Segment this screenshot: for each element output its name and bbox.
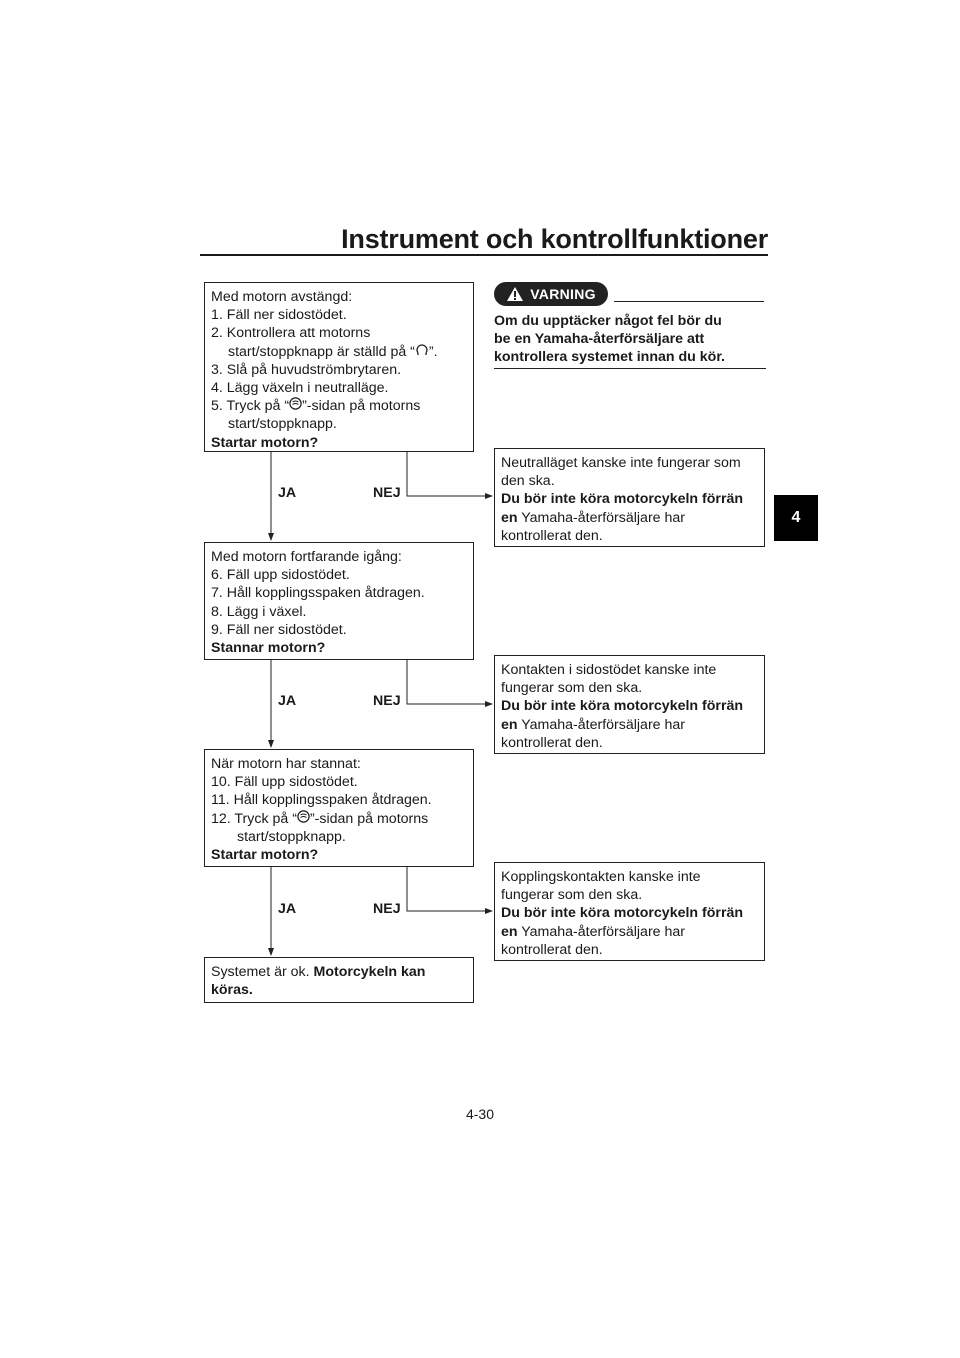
warning-line-3: kontrollera systemet innan du kör.	[494, 349, 726, 365]
page-number: 4-30	[465, 1106, 495, 1122]
step-7: 7. Håll kopplingsspaken åtdragen.	[211, 585, 425, 602]
no-label-3: NEJ	[373, 901, 401, 917]
no-arrow-1	[407, 451, 492, 496]
step-box-2	[204, 542, 474, 660]
step-question-2: Stannar motorn?	[211, 640, 326, 657]
result-box-3: Kopplingskontakten kanske inte fungerar som den ska. Du bör inte köra motorcykeln förrän en Yamaha-återförsäljare har kontrollerat den.	[494, 862, 765, 961]
no-arrow-3	[407, 866, 492, 911]
step-4: 4. Lägg växeln i neutralläge.	[211, 380, 389, 397]
step-2-cont: start/stoppknapp är ställd på “ ”.	[228, 343, 438, 360]
step-10: 10. Fäll upp sidostödet.	[211, 774, 358, 791]
step-5: 5. Tryck på “ ”-sidan på motorns	[211, 398, 421, 415]
yes-label-1: JA	[278, 485, 297, 501]
page-title: Instrument och kontrollfunktioner	[341, 224, 768, 254]
step-1: 1. Fäll ner sidostödet.	[211, 307, 347, 324]
step-3: 3. Slå på huvudströmbrytaren.	[211, 361, 402, 378]
warning-badge-label: VARNING	[530, 286, 596, 302]
step-intro: Med motorn fortfarande igång:	[211, 549, 402, 565]
step-6: 6. Fäll upp sidostödet.	[211, 567, 350, 584]
step-8: 8. Lägg i växel.	[211, 603, 307, 620]
step-question-1: Startar motorn?	[211, 434, 319, 451]
no-label-1: NEJ	[373, 485, 401, 501]
step-12-cont: start/stoppknapp.	[237, 828, 346, 845]
start-switch-icon	[297, 810, 310, 828]
start-switch-icon	[289, 397, 302, 415]
step-2: 2. Kontrollera att motorns	[211, 325, 371, 342]
step-intro: Med motorn avstängd:	[211, 289, 353, 305]
step-12: 12. Tryck på “ ”-sidan på motorns	[211, 810, 429, 827]
chapter-tab: 4	[774, 495, 818, 541]
step-question-3: Startar motorn?	[211, 847, 319, 864]
step-9: 9. Fäll ner sidostödet.	[211, 621, 347, 638]
final-box: Systemet är ok. Motorcykeln kan köras.	[204, 957, 474, 1003]
no-label-2: NEJ	[373, 693, 401, 709]
step-box-1	[204, 282, 474, 452]
yes-label-2: JA	[278, 693, 297, 709]
yes-label-3: JA	[278, 901, 297, 917]
warning-line-2: be en Yamaha-återförsäljare att	[494, 331, 705, 347]
run-switch-off-icon	[415, 343, 429, 361]
result-box-2: Kontakten i sidostödet kanske inte fungerar som den ska. Du bör inte köra motorcykeln förrän en Yamaha-återförsäljare har kontrollerat den.	[494, 655, 765, 754]
step-intro: När motorn har stannat:	[211, 756, 361, 772]
warning-line-1: Om du upptäcker något fel bör du	[494, 313, 722, 329]
step-box-3	[204, 749, 474, 867]
no-arrow-2	[407, 659, 492, 704]
step-5-cont: start/stoppknapp.	[228, 416, 337, 433]
result-box-1: Neutralläget kanske inte fungerar som den ska. Du bör inte köra motorcykeln förrän en Yamaha-återförsäljare har kontrollerat den.	[494, 448, 765, 547]
step-11: 11. Håll kopplingsspaken åtdragen.	[211, 792, 432, 809]
